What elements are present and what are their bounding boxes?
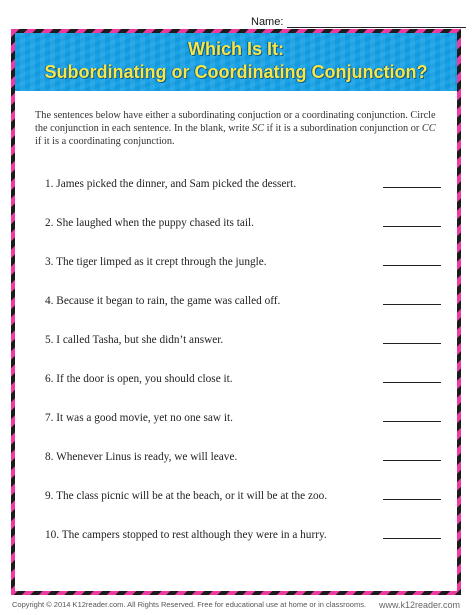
answer-blank[interactable] bbox=[383, 226, 441, 227]
instructions bbox=[35, 109, 443, 148]
instructions-part-1: The sentences below have either a subordinating conjuction or a coordinating conjunction. Circle the conjunction in each sentence. In the blank, write bbox=[35, 110, 436, 134]
name-blank-line[interactable] bbox=[287, 17, 466, 28]
worksheet-body bbox=[15, 33, 457, 591]
question-text: 8. Whenever Linus is ready, we will leave. bbox=[45, 451, 238, 463]
question-item bbox=[37, 175, 443, 193]
title-line-2: Subordinating or Coordinating Conjunction? bbox=[44, 62, 428, 82]
question-text: 6. If the door is open, you should close it. bbox=[45, 373, 233, 385]
question-text: 5. I called Tasha, but she didn’t answer. bbox=[45, 334, 224, 346]
question-item bbox=[37, 487, 443, 505]
footer-copyright: Copyright © 2014 K12reader.com. All Rights Reserved. Free for educational use at home or in classrooms. bbox=[12, 600, 367, 609]
question-item bbox=[37, 448, 443, 466]
question-text: 1. James picked the dinner, and Sam picked the dessert. bbox=[45, 178, 297, 190]
question-item bbox=[37, 370, 443, 388]
title-line-1: Which Is It: bbox=[188, 39, 284, 59]
footer-site-link[interactable]: www.k12reader.com bbox=[378, 600, 460, 610]
question-item bbox=[37, 526, 443, 544]
answer-blank[interactable] bbox=[383, 382, 441, 383]
question-item bbox=[37, 292, 443, 310]
question-text: 2. She laughed when the puppy chased its tail. bbox=[45, 217, 254, 229]
answer-blank[interactable] bbox=[383, 187, 441, 188]
question-text: 10. The campers stopped to rest although they were in a hurry. bbox=[45, 529, 327, 541]
question-text: 7. It was a good movie, yet no one saw it. bbox=[45, 412, 233, 424]
question-text: 4. Because it began to rain, the game was called off. bbox=[45, 295, 281, 307]
instructions-part-3: if it is a coordinating conjunction. bbox=[35, 136, 175, 147]
answer-blank[interactable] bbox=[383, 343, 441, 344]
footer bbox=[12, 598, 462, 612]
question-item bbox=[37, 214, 443, 232]
name-label: Name: bbox=[251, 16, 284, 28]
instructions-sc: SC bbox=[252, 123, 265, 134]
title-banner bbox=[15, 33, 457, 91]
question-text: 9. The class picnic will be at the beach, or it will be at the zoo. bbox=[45, 490, 328, 502]
instructions-part-2: if it is a subordination conjunction or bbox=[264, 123, 422, 134]
question-text: 3. The tiger limped as it crept through the jungle. bbox=[45, 256, 267, 268]
answer-blank[interactable] bbox=[383, 499, 441, 500]
answer-blank[interactable] bbox=[383, 538, 441, 539]
answer-blank[interactable] bbox=[383, 304, 441, 305]
question-item bbox=[37, 409, 443, 427]
answer-blank[interactable] bbox=[383, 421, 441, 422]
question-item bbox=[37, 331, 443, 349]
answer-blank[interactable] bbox=[383, 265, 441, 266]
question-item bbox=[37, 253, 443, 271]
instructions-cc: CC bbox=[421, 123, 436, 134]
answer-blank[interactable] bbox=[383, 460, 441, 461]
worksheet-frame bbox=[11, 29, 461, 595]
name-row bbox=[251, 8, 466, 28]
